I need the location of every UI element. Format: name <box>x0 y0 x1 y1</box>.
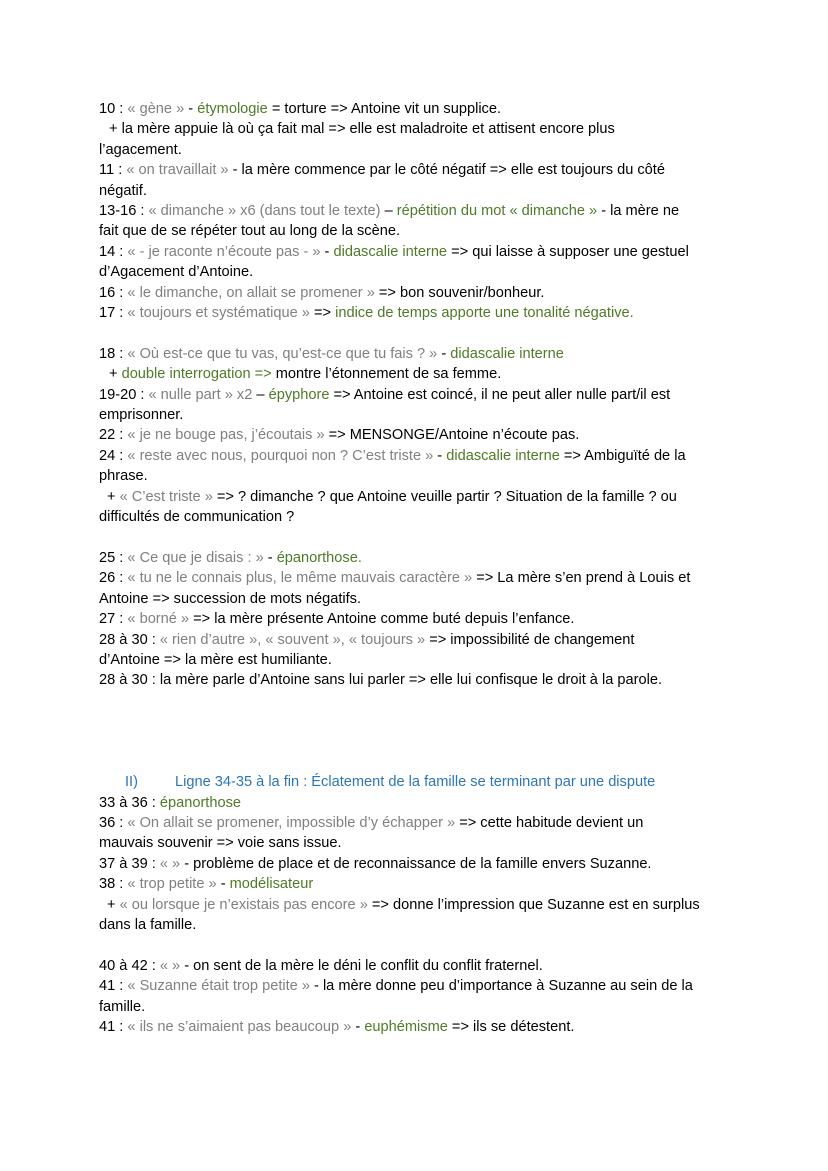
note-line: l’agacement. <box>99 141 182 158</box>
note-line-33-36: 33 à 36 : épanorthose <box>99 794 242 811</box>
note-line: fait que de se répéter tout au long de la scène. <box>99 223 401 240</box>
section-title: Ligne 34-35 à la fin : Éclatement de la famille se terminant par une dispute <box>175 774 656 791</box>
note-line-36: 36 : « On allait se promener, impossible d’y échapper » => cette habitude devient un <box>99 814 644 831</box>
note-line: difficultés de communication ? <box>99 509 295 526</box>
note-line-26: 26 : « tu ne le connais plus, le même mauvais caractère » => La mère s’en prend à Louis et <box>99 570 691 587</box>
section-number: II) <box>125 774 138 791</box>
note-line-24: 24 : « reste avec nous, pourquoi non ? C’est triste » - didascalie interne => Ambiguïté de la <box>99 447 686 464</box>
note-line-11: 11 : « on travaillait » - la mère commence par le côté négatif => elle est toujours du côté <box>99 162 665 179</box>
note-line-40-42: 40 à 42 : « » - on sent de la mère le déni le conflit du conflit fraternel. <box>99 957 543 974</box>
note-line: mauvais souvenir => voie sans issue. <box>99 835 342 852</box>
note-line: emprisonner. <box>99 407 184 424</box>
note-line-27: 27 : « borné » => la mère présente Antoine comme buté depuis l’enfance. <box>99 611 575 628</box>
note-line-28-30: 28 à 30 : « rien d’autre », « souvent », « toujours » => impossibilité de changement <box>99 631 635 648</box>
note-line-37-39: 37 à 39 : « » - problème de place et de reconnaissance de la famille envers Suzanne. <box>99 855 652 872</box>
section-gap <box>99 691 729 752</box>
section-heading <box>99 772 729 792</box>
note-line-17: 17 : « toujours et systématique » => indice de temps apporte une tonalité négative. <box>99 305 634 322</box>
note-line-19-20: 19-20 : « nulle part » x2 – épyphore => Antoine est coincé, il ne peut aller nulle part/il est <box>99 386 671 403</box>
note-line-14: 14 : « - je raconte n’écoute pas - » - didascalie interne => qui laisse à supposer une gestuel <box>99 243 689 260</box>
note-line-22: 22 : « je ne bouge pas, j’écoutais » => MENSONGE/Antoine n’écoute pas. <box>99 427 580 444</box>
paragraph-gap <box>99 323 729 343</box>
note-line-25: 25 : « Ce que je disais : » - épanorthose. <box>99 549 362 566</box>
note-line-41: 41 : « ils ne s’aimaient pas beaucoup » - euphémisme => ils se détestent. <box>99 1019 575 1035</box>
note-line-41: 41 : « Suzanne était trop petite » - la mère donne peu d’importance à Suzanne au sein de la <box>99 978 693 995</box>
section-gap <box>99 752 729 772</box>
note-line: phrase. <box>99 468 148 485</box>
note-line-13-16: 13-16 : « dimanche » x6 (dans tout le texte) – répétition du mot « dimanche » - la mère ne <box>99 203 680 220</box>
note-line: + « ou lorsque je n’existais pas encore » => donne l’impression que Suzanne est en surplus <box>107 896 700 913</box>
note-line: d’Antoine => la mère est humiliante. <box>99 651 332 668</box>
note-line-16: 16 : « le dimanche, on allait se promener » => bon souvenir/bonheur. <box>99 284 545 301</box>
paragraph-gap <box>99 935 729 955</box>
note-line: négatif. <box>99 182 147 199</box>
note-line: dans la famille. <box>99 916 197 933</box>
note-line-28-30: 28 à 30 : la mère parle d’Antoine sans lui parler => elle lui confisque le droit à la parole. <box>99 672 663 689</box>
note-line-38: 38 : « trop petite » - modélisateur <box>99 876 314 893</box>
note-line: Antoine => succession de mots négatifs. <box>99 590 362 607</box>
document-body <box>99 99 729 1037</box>
note-line: d’Agacement d’Antoine. <box>99 264 254 281</box>
note-line-10: 10 : « gène » - étymologie = torture => Antoine vit un supplice. <box>99 101 502 117</box>
paragraph-gap <box>99 528 729 548</box>
note-line: + la mère appuie là où ça fait mal => elle est maladroite et attisent encore plus <box>109 121 615 138</box>
note-line-18: 18 : « Où est-ce que tu vas, qu’est-ce que tu fais ? » - didascalie interne <box>99 345 564 362</box>
note-line: famille. <box>99 998 146 1015</box>
note-line: + double interrogation => montre l’étonnement de sa femme. <box>109 366 502 383</box>
note-line: + « C’est triste » => ? dimanche ? que Antoine veuille partir ? Situation de la famille ? ou <box>107 488 677 505</box>
